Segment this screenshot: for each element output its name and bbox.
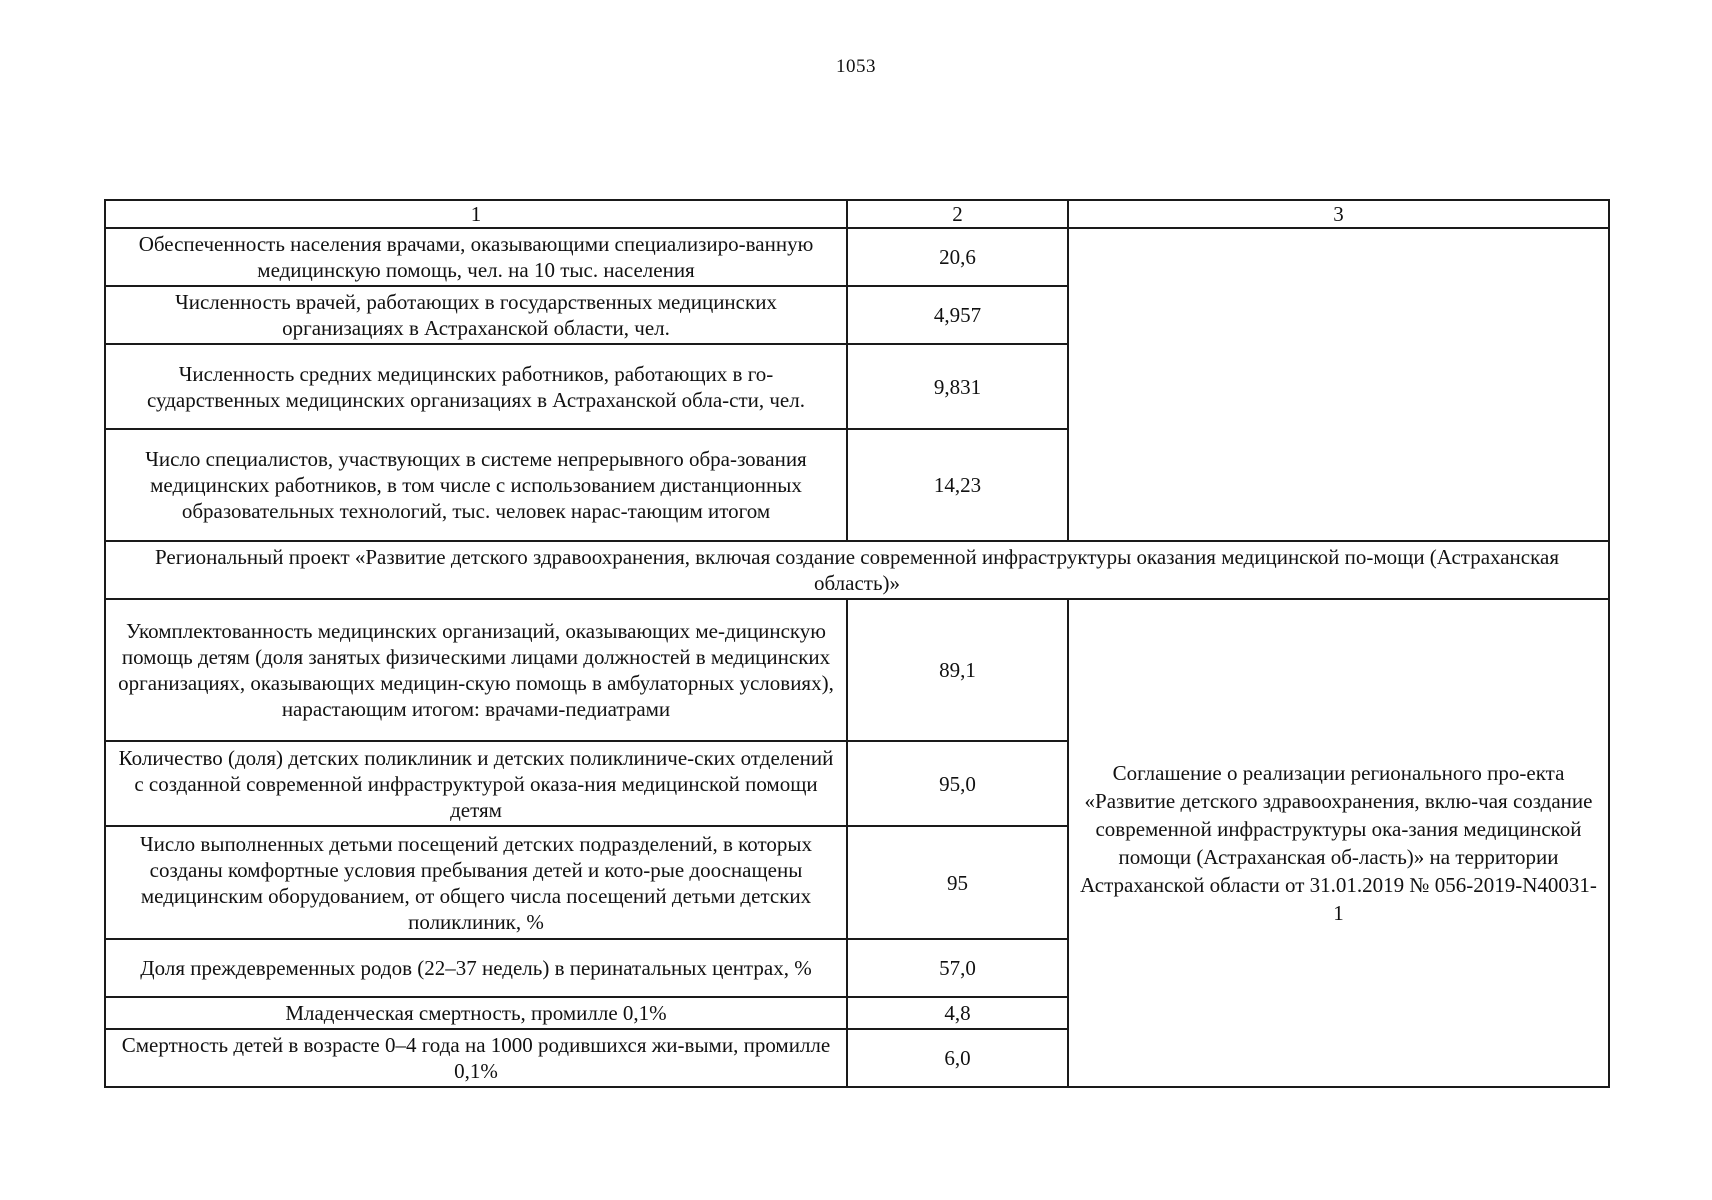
value-cell: 95,0 bbox=[847, 741, 1068, 826]
value-cell: 14,23 bbox=[847, 429, 1068, 541]
column-number-3: 3 bbox=[1068, 200, 1609, 228]
value-cell: 4,957 bbox=[847, 286, 1068, 344]
source-agreement-cell: Соглашение о реализации регионального про-екта «Развитие детского здравоохранения, вклю-чая создание современной инфраструктуры ока-зания медицинской помощи (Астраханская об-ласть)» на территории Астраханской области от 31.01.2019 № 056-2019-N40031-1 bbox=[1068, 599, 1609, 1087]
value-cell: 4,8 bbox=[847, 997, 1068, 1029]
indicator-cell: Численность врачей, работающих в государственных медицинских организациях в Астраханской области, чел. bbox=[105, 286, 847, 344]
column-number-1: 1 bbox=[105, 200, 847, 228]
indicator-cell: Смертность детей в возрасте 0–4 года на 1000 родившихся жи-выми, промилле 0,1% bbox=[105, 1029, 847, 1087]
table-row bbox=[105, 228, 1609, 286]
indicator-cell: Численность средних медицинских работников, работающих в го-сударственных медицинских организациях в Астраханской обла-сти, чел. bbox=[105, 344, 847, 429]
column-number-2: 2 bbox=[847, 200, 1068, 228]
indicators-table bbox=[104, 199, 1610, 1088]
value-cell: 95 bbox=[847, 826, 1068, 939]
indicator-cell: Доля преждевременных родов (22–37 недель) в перинатальных центрах, % bbox=[105, 939, 847, 997]
table-header-row bbox=[105, 200, 1609, 228]
value-cell: 57,0 bbox=[847, 939, 1068, 997]
indicator-cell: Число выполненных детьми посещений детских подразделений, в которых созданы комфортные условия пребывания детей и кото-рые дооснащены медицинским оборудованием, от общего числа посещений детьми детских поликлиник, % bbox=[105, 826, 847, 939]
value-cell: 9,831 bbox=[847, 344, 1068, 429]
empty-source-cell bbox=[1068, 228, 1609, 541]
table-row bbox=[105, 599, 1609, 741]
indicator-cell: Обеспеченность населения врачами, оказывающими специализиро-ванную медицинскую помощь, чел. на 10 тыс. населения bbox=[105, 228, 847, 286]
value-cell: 20,6 bbox=[847, 228, 1068, 286]
section-title: Региональный проект «Развитие детского здравоохранения, включая создание современной инфраструктуры оказания медицинской по-мощи (Астраханская область)» bbox=[105, 541, 1609, 599]
indicator-cell: Укомплектованность медицинских организаций, оказывающих ме-дицинскую помощь детям (доля занятых физическими лицами должностей в медицинских организациях, оказывающих медицин-скую помощь в амбулаторных условиях), нарастающим итогом: врачами-педиатрами bbox=[105, 599, 847, 741]
indicator-cell: Количество (доля) детских поликлиник и детских поликлиниче-ских отделений с созданной современной инфраструктурой оказа-ния медицинской помощи детям bbox=[105, 741, 847, 826]
value-cell: 89,1 bbox=[847, 599, 1068, 741]
indicator-cell: Число специалистов, участвующих в системе непрерывного обра-зования медицинских работников, в том числе с использованием дистанционных образовательных технологий, тыс. человек нарас-тающим итогом bbox=[105, 429, 847, 541]
section-row bbox=[105, 541, 1609, 599]
indicator-cell: Младенческая смертность, промилле 0,1% bbox=[105, 997, 847, 1029]
value-cell: 6,0 bbox=[847, 1029, 1068, 1087]
page-number: 1053 bbox=[836, 56, 876, 77]
